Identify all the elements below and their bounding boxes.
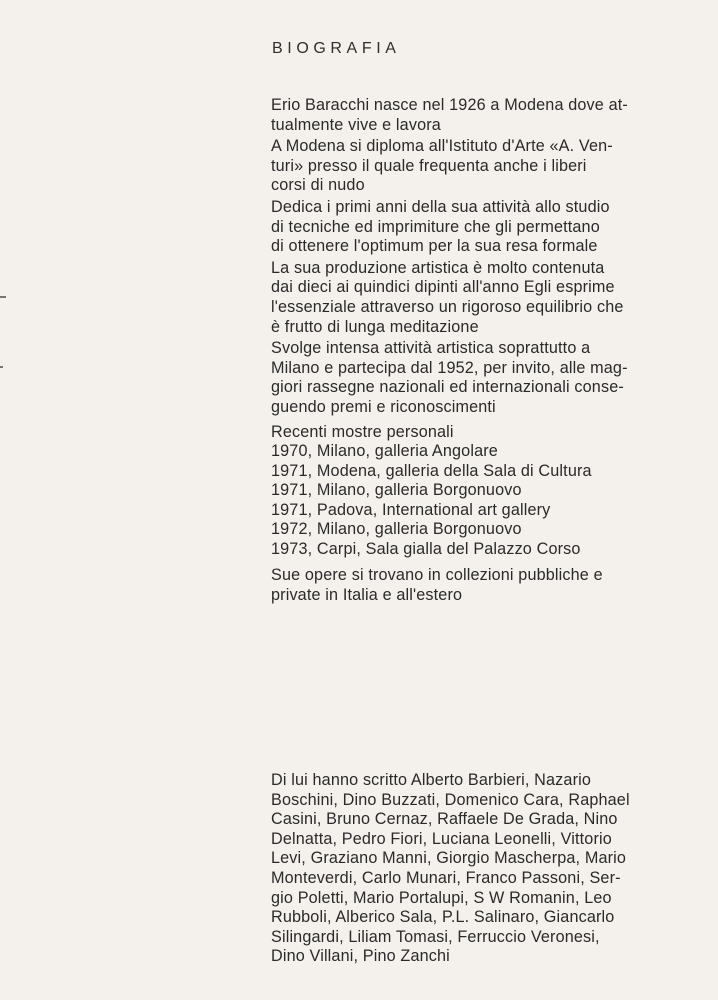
biography-line: guendo premi e riconoscimenti <box>271 397 496 416</box>
exhibition-item: 1971, Padova, International art gallery <box>271 500 551 519</box>
page-edge-mark <box>0 366 3 368</box>
biography-line: A Modena si diploma all'Istituto d'Arte «A. Ven- <box>271 137 613 156</box>
biography-line: turi» presso il quale frequenta anche i liberi <box>271 156 587 175</box>
writers-line: Silingardi, Liliam Tomasi, Ferruccio Veronesi, <box>271 927 600 946</box>
writers-line: Monteverdi, Carlo Munari, Franco Passoni, Ser- <box>271 868 621 887</box>
exhibitions-list <box>271 442 681 560</box>
biography-paragraph <box>271 96 681 135</box>
biography-line: corsi di nudo <box>271 176 365 195</box>
biography-line: l'essenziale attraverso un rigoroso equilibrio che <box>271 297 624 316</box>
collections-line: private in Italia e all'estero <box>271 585 463 604</box>
biography-line: Dedica i primi anni della sua attività allo studio <box>271 197 610 216</box>
biography-paragraph <box>271 259 681 337</box>
exhibitions-title-text: Recenti mostre personali <box>271 423 454 441</box>
biography-line: Erio Baracchi nasce nel 1926 a Modena dove at- <box>271 96 628 114</box>
writers-line: Rubboli, Alberico Sala, P.L. Salinaro, Giancarlo <box>271 908 615 927</box>
exhibition-item: 1970, Milano, galleria Angolare <box>271 442 498 460</box>
biography-line: dai dieci ai quindici dipinti all'anno Egli esprime <box>271 278 615 297</box>
biography-line: tualmente vive e lavora <box>271 115 441 134</box>
biography-line: giori rassegne nazionali ed internazionali conse- <box>271 378 624 397</box>
writers-line: Casini, Bruno Cernaz, Raffaele De Grada, Nino <box>271 810 618 829</box>
writers-line: Dino Villani, Pino Zanchi <box>271 947 450 966</box>
writers-line: gio Poletti, Mario Portalupi, S W Romanin, Leo <box>271 888 612 907</box>
exhibition-item: 1973, Carpi, Sala gialla del Palazzo Corso <box>271 539 581 558</box>
biography-line: di tecniche ed imprimiture che gli permettano <box>271 217 600 236</box>
biography-line: La sua produzione artistica è molto contenuta <box>271 258 605 277</box>
biography-paragraph <box>271 198 681 257</box>
exhibition-item: 1971, Milano, galleria Borgonuovo <box>271 481 522 500</box>
biography-line: di ottenere l'optimum per la sua resa formale <box>271 237 598 256</box>
exhibition-item: 1971, Modena, galleria della Sala di Cultura <box>271 461 592 480</box>
writers-text <box>271 771 681 967</box>
page-heading: BIOGRAFIA <box>272 40 401 57</box>
biography-paragraph <box>271 137 681 196</box>
writers-line: Delnatta, Pedro Fiori, Luciana Leonelli, Vittorio <box>271 829 612 848</box>
writers-line: Levi, Graziano Manni, Giorgio Mascherpa, Mario <box>271 849 627 868</box>
writers-line: Boschini, Dino Buzzati, Domenico Cara, Raphael <box>271 790 630 809</box>
writers-line: Di lui hanno scritto Alberto Barbieri, Nazario <box>271 771 592 789</box>
collections-text <box>271 566 681 605</box>
page-edge-mark <box>0 296 6 298</box>
exhibition-item: 1972, Milano, galleria Borgonuovo <box>271 520 522 539</box>
biography-line: Milano e partecipa dal 1952, per invito, alle mag- <box>271 358 628 377</box>
biography-line: Svolge intensa attività artistica soprattutto a <box>271 339 591 358</box>
collections-line: Sue opere si trovano in collezioni pubbliche e <box>271 566 603 584</box>
biography-text <box>271 96 681 418</box>
biography-line: è frutto di lunga meditazione <box>271 317 479 336</box>
biography-paragraph <box>271 339 681 417</box>
exhibitions-title <box>271 423 681 443</box>
